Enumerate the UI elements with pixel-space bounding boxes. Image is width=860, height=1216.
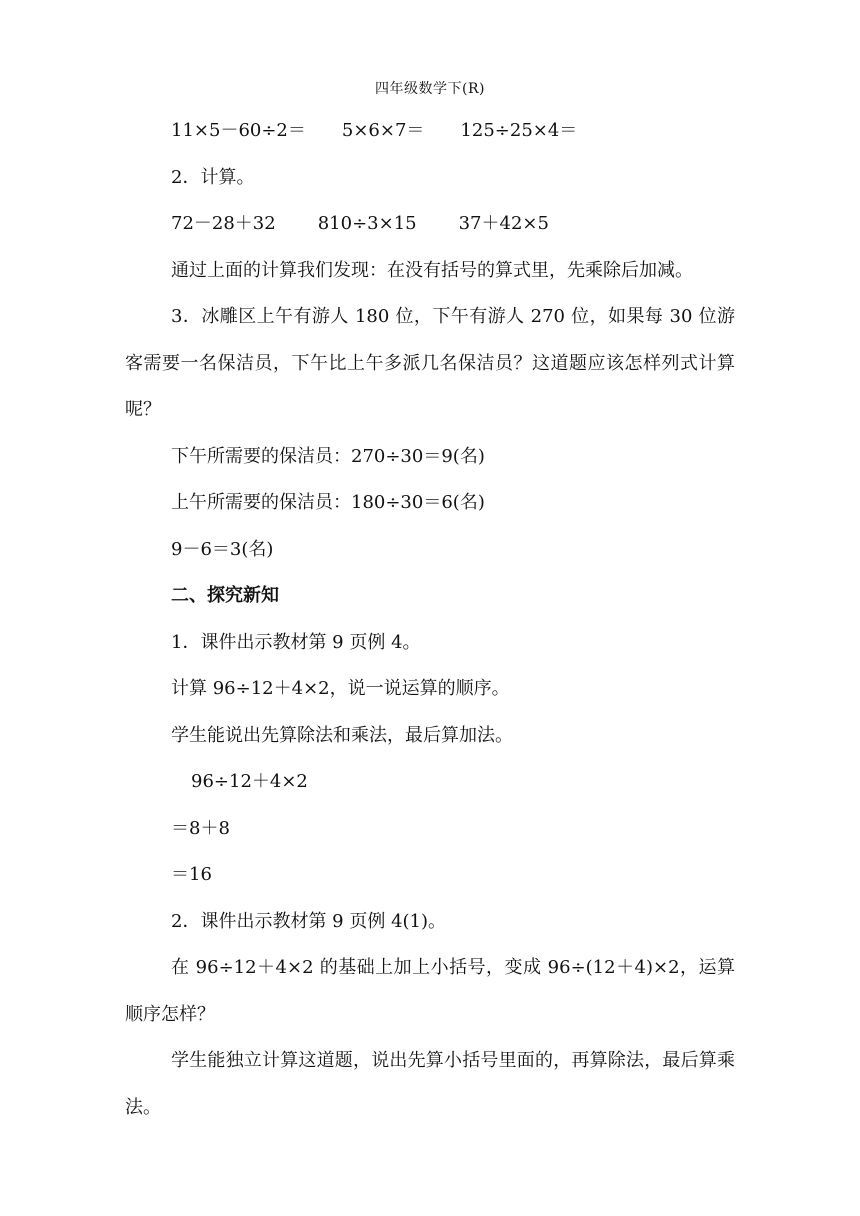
conclusion-paragraph: 通过上面的计算我们发现：在没有括号的算式里，先乘除后加减。 <box>171 259 693 281</box>
example-heading-1: 1．课件出示教材第 9 页例 4。 <box>171 631 421 653</box>
example-heading-2: 2．课件出示教材第 9 页例 4(1)。 <box>171 910 447 932</box>
equation: 810÷3×15 <box>317 213 417 234</box>
page-header: 四年级数学下(R) <box>375 81 485 97</box>
calculation-step: 96÷12＋4×2 <box>191 771 308 792</box>
student-response-paragraph: 学生能独立计算这道题，说出先算小括号里面的，再算除法，最后算乘法。 <box>125 1050 735 1118</box>
calculation-step: ＝16 <box>171 864 212 885</box>
instruction-line: 计算 96÷12＋4×2，说一说运算的顺序。 <box>171 678 510 699</box>
question-paragraph-3: 3．冰雕区上午有游人 180 位，下午有游人 270 位，如果每 30 位游客需要一名保洁员，下午比上午多派几名保洁员？这道题应该怎样列式计算呢？ <box>125 306 735 420</box>
solution-line: 上午所需要的保洁员：180÷30＝6(名) <box>171 492 485 513</box>
equation-line-2 <box>125 201 735 248</box>
equation: 72－28＋32 <box>171 213 276 234</box>
equation-line-1 <box>125 108 735 155</box>
calculation-step: ＝8＋8 <box>171 817 230 839</box>
document-body <box>125 108 735 1131</box>
equation: 5×6×7＝ <box>341 120 425 141</box>
solution-line: 下午所需要的保洁员：270÷30＝9(名) <box>171 445 485 467</box>
equation: 37＋42×5 <box>458 213 549 234</box>
student-response: 学生能说出先算除法和乘法，最后算加法。 <box>171 724 513 746</box>
equation: 125÷25×4＝ <box>460 120 578 141</box>
solution-line: 9－6＝3(名) <box>171 538 274 560</box>
instruction-paragraph: 在 96÷12＋4×2 的基础上加上小括号，变成 96÷(12＋4)×2，运算顺序怎样？ <box>125 957 735 1025</box>
equation: 11×5－60÷2＝ <box>171 120 306 141</box>
section-heading: 二、探究新知 <box>171 585 279 606</box>
question-heading-2: 2．计算。 <box>171 166 255 188</box>
